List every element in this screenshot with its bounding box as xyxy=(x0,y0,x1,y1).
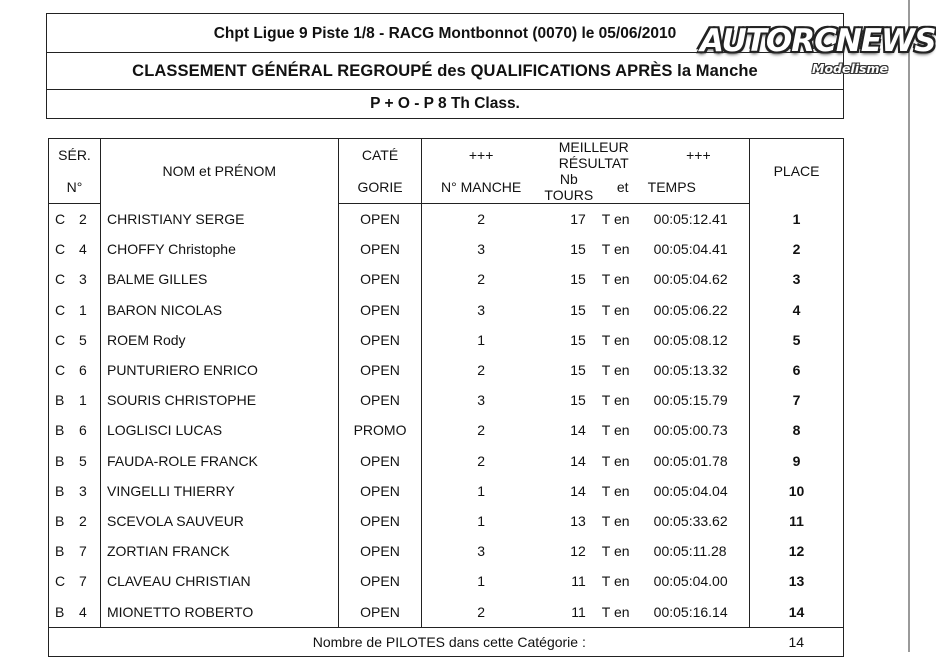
ser-wrap xyxy=(49,302,100,318)
ser-number: 1 xyxy=(79,301,87,318)
col-header-ser: SÉR. xyxy=(49,139,101,172)
place: 6 xyxy=(750,355,844,385)
footer-count: 14 xyxy=(750,627,844,656)
col-header-place: PLACE xyxy=(750,139,844,204)
category-title-text: P + O - P 8 Th Class. xyxy=(370,95,520,112)
ser-cell xyxy=(49,295,101,325)
category: OPEN xyxy=(338,506,422,536)
category: OPEN xyxy=(338,566,422,596)
laps-unit: T en xyxy=(601,211,630,228)
best-manche: 3 xyxy=(477,392,486,409)
ser-wrap xyxy=(49,453,100,469)
table-row xyxy=(49,325,844,355)
laps: 11 xyxy=(571,573,586,590)
table-row xyxy=(49,536,844,566)
category: OPEN xyxy=(338,446,422,476)
table-row xyxy=(49,264,844,294)
ser-wrap xyxy=(49,513,100,529)
laps: 12 xyxy=(570,543,586,560)
ser-number: 5 xyxy=(79,452,87,469)
pilot-name: BALME GILLES xyxy=(100,264,338,294)
watermark-brand-left: AUTO xyxy=(700,23,792,59)
ser-wrap xyxy=(49,362,100,378)
race-time: 00:05:04.00 xyxy=(648,566,750,596)
laps: 11 xyxy=(540,596,598,627)
col-header-gorie: GORIE xyxy=(338,171,422,204)
category: OPEN xyxy=(338,234,422,264)
ser-letter: C xyxy=(55,362,66,379)
category: OPEN xyxy=(338,355,422,385)
ser-cell xyxy=(49,446,101,476)
laps: 17 xyxy=(570,211,586,228)
ser-number: 4 xyxy=(79,241,87,258)
race-time: 00:05:04.41 xyxy=(648,234,750,264)
best-manche: 2 xyxy=(477,422,486,439)
col-header-plus-right: +++ xyxy=(648,139,750,172)
laps: 13 xyxy=(570,512,586,529)
ser-wrap xyxy=(49,604,100,620)
pilot-name: VINGELLI THIERRY xyxy=(100,476,338,506)
category: OPEN xyxy=(338,385,422,415)
laps: 15 xyxy=(570,362,586,379)
ser-number: 2 xyxy=(79,512,87,529)
laps: 14 xyxy=(570,452,586,469)
best-manche: 1 xyxy=(477,512,486,529)
category: OPEN xyxy=(338,596,422,627)
watermark-brand-right: NEWS xyxy=(835,23,936,59)
laps-unit: T en xyxy=(598,596,648,627)
ser-wrap xyxy=(49,271,100,287)
col-header-num: N° xyxy=(49,171,101,204)
ser-letter: C xyxy=(55,271,66,288)
category: OPEN xyxy=(338,536,422,566)
pilot-name: MIONETTO ROBERTO xyxy=(100,596,338,627)
table-row xyxy=(49,295,844,325)
category: OPEN xyxy=(338,204,422,235)
ser-wrap xyxy=(49,211,100,227)
ser-number: 7 xyxy=(79,573,87,590)
ser-wrap xyxy=(49,483,100,499)
best-manche: 3 xyxy=(477,241,486,258)
category-title xyxy=(46,89,844,119)
ser-number: 1 xyxy=(79,392,87,409)
race-time: 00:05:13.32 xyxy=(648,355,750,385)
laps-unit: T en xyxy=(601,362,630,379)
results-table-body xyxy=(49,204,844,628)
laps-unit: T en xyxy=(601,452,630,469)
pilot-name: SOURIS CHRISTOPHE xyxy=(100,385,338,415)
category: OPEN xyxy=(338,476,422,506)
best-manche: 3 xyxy=(477,543,486,560)
table-row xyxy=(49,234,844,264)
ser-cell xyxy=(49,385,101,415)
pilot-name: CHRISTIANY SERGE xyxy=(100,204,338,235)
championship-title-text: Chpt Ligue 9 Piste 1/8 - RACG Montbonnot (0070) le 05/06/2010 xyxy=(213,25,677,42)
race-time: 00:05:04.04 xyxy=(648,476,750,506)
best-manche: 2 xyxy=(477,452,486,469)
pilot-name: LOGLISCI LUCAS xyxy=(100,415,338,445)
ser-cell xyxy=(49,476,101,506)
place: 2 xyxy=(750,234,844,264)
race-time: 00:05:15.79 xyxy=(648,385,750,415)
place: 5 xyxy=(750,325,844,355)
ser-number: 2 xyxy=(79,211,87,228)
ser-number: 3 xyxy=(79,482,87,499)
race-time: 00:05:12.41 xyxy=(648,204,750,235)
ser-cell xyxy=(49,596,101,627)
place: 14 xyxy=(750,596,844,627)
best-manche: 3 xyxy=(477,301,486,318)
place: 13 xyxy=(750,566,844,596)
laps: 15 xyxy=(570,301,586,318)
laps-unit: T en xyxy=(601,271,630,288)
best-manche: 2 xyxy=(477,211,486,228)
results-table-header xyxy=(49,139,844,204)
ser-letter: B xyxy=(55,482,65,499)
category: OPEN xyxy=(338,325,422,355)
ser-letter: B xyxy=(55,452,65,469)
col-header-et: et xyxy=(598,171,648,204)
category: OPEN xyxy=(338,295,422,325)
col-header-best: MEILLEUR RÉSULTAT xyxy=(540,139,648,172)
race-time: 00:05:16.14 xyxy=(648,596,750,627)
laps-unit: T en xyxy=(601,482,630,499)
pilot-name: CLAVEAU CHRISTIAN xyxy=(100,566,338,596)
ser-letter: C xyxy=(55,301,66,318)
laps: 15 xyxy=(570,241,586,258)
table-row xyxy=(49,446,844,476)
pilot-name: BARON NICOLAS xyxy=(100,295,338,325)
ser-letter: C xyxy=(55,211,66,228)
category: OPEN xyxy=(338,264,422,294)
ser-wrap xyxy=(49,543,100,559)
race-time: 00:05:11.28 xyxy=(648,536,750,566)
ser-wrap xyxy=(49,241,100,257)
race-time: 00:05:08.12 xyxy=(648,325,750,355)
table-row xyxy=(49,204,844,235)
ser-cell xyxy=(49,234,101,264)
ser-number: 6 xyxy=(79,362,87,379)
place: 9 xyxy=(750,446,844,476)
place: 3 xyxy=(750,264,844,294)
laps: 15 xyxy=(570,271,586,288)
col-header-plus-left: +++ xyxy=(422,139,540,172)
ranking-title-text: CLASSEMENT GÉNÉRAL REGROUPÉ des QUALIFICATIONS APRÈS la Manche xyxy=(132,62,758,80)
watermark-logo xyxy=(694,21,936,81)
category: PROMO xyxy=(338,415,422,445)
place: 10 xyxy=(750,476,844,506)
place: 11 xyxy=(750,506,844,536)
table-row xyxy=(49,355,844,385)
place: 4 xyxy=(750,295,844,325)
table-row xyxy=(49,566,844,596)
place: 12 xyxy=(750,536,844,566)
pilot-name: PUNTURIERO ENRICO xyxy=(100,355,338,385)
ser-letter: B xyxy=(55,603,65,620)
ser-cell xyxy=(49,566,101,596)
pilot-name: ZORTIAN FRANCK xyxy=(100,536,338,566)
footer-row xyxy=(49,627,844,656)
col-header-temps: TEMPS xyxy=(648,171,750,204)
laps-unit: T en xyxy=(601,241,630,258)
table-row xyxy=(49,385,844,415)
best-manche: 1 xyxy=(477,331,486,348)
ser-letter: C xyxy=(55,573,66,590)
ser-number: 5 xyxy=(79,331,87,348)
watermark-brand xyxy=(700,23,936,59)
ser-letter: B xyxy=(55,512,65,529)
ser-cell xyxy=(49,204,101,235)
laps-unit: T en xyxy=(601,301,630,318)
ser-wrap xyxy=(49,332,100,348)
pilot-name: FAUDA-ROLE FRANCK xyxy=(100,446,338,476)
laps-unit: T en xyxy=(601,331,630,348)
laps-unit: T en xyxy=(601,392,630,409)
laps-unit: T en xyxy=(601,422,630,439)
ser-wrap xyxy=(49,573,100,589)
ser-cell xyxy=(49,325,101,355)
best-manche: 1 xyxy=(477,482,486,499)
best-manche: 1 xyxy=(477,573,486,590)
laps: 15 xyxy=(570,392,586,409)
laps-unit: T en xyxy=(601,512,630,529)
race-time: 00:05:06.22 xyxy=(648,295,750,325)
race-time: 00:05:00.73 xyxy=(648,415,750,445)
ser-wrap xyxy=(49,392,100,408)
best-manche: 2 xyxy=(477,271,486,288)
best-manche: 2 xyxy=(422,596,540,627)
table-row xyxy=(49,596,844,627)
laps-unit: T en xyxy=(601,573,630,590)
laps: 14 xyxy=(570,482,586,499)
place: 7 xyxy=(750,385,844,415)
ser-number: 3 xyxy=(79,271,87,288)
table-row xyxy=(49,476,844,506)
watermark-subtitle: Modelisme xyxy=(812,61,888,76)
ser-wrap xyxy=(49,422,100,438)
table-row xyxy=(49,415,844,445)
ser-cell xyxy=(49,536,101,566)
place: 8 xyxy=(750,415,844,445)
table-row xyxy=(49,506,844,536)
col-header-cat: CATÉ xyxy=(338,139,422,172)
results-table xyxy=(48,138,844,657)
best-manche: 2 xyxy=(477,362,486,379)
ser-cell xyxy=(49,355,101,385)
place: 1 xyxy=(750,204,844,235)
ser-number: 6 xyxy=(79,422,87,439)
ser-number: 7 xyxy=(79,543,87,560)
pilot-name: CHOFFY Christophe xyxy=(100,234,338,264)
ser-letter: B xyxy=(55,543,65,560)
pilot-name: ROEM Rody xyxy=(100,325,338,355)
ser-letter: B xyxy=(55,422,65,439)
ser-cell xyxy=(49,264,101,294)
ser-cell xyxy=(49,415,101,445)
ser-letter: B xyxy=(55,392,65,409)
laps: 15 xyxy=(570,331,586,348)
ser-letter: C xyxy=(55,331,66,348)
ser-letter: C xyxy=(55,241,66,258)
col-header-nom: NOM et PRÉNOM xyxy=(100,139,338,204)
col-header-tours: Nb TOURS xyxy=(540,171,598,204)
watermark-brand-mid: RC xyxy=(791,23,836,59)
laps-unit: T en xyxy=(601,543,630,560)
race-time: 00:05:33.62 xyxy=(648,506,750,536)
ser-cell xyxy=(49,506,101,536)
laps: 14 xyxy=(570,422,586,439)
pilot-name: SCEVOLA SAUVEUR xyxy=(100,506,338,536)
col-header-manche: N° MANCHE xyxy=(422,171,540,204)
footer-label: Nombre de PILOTES dans cette Catégorie : xyxy=(49,627,750,656)
race-time: 00:05:01.78 xyxy=(648,446,750,476)
race-time: 00:05:04.62 xyxy=(648,264,750,294)
ser-number: 4 xyxy=(79,603,87,620)
